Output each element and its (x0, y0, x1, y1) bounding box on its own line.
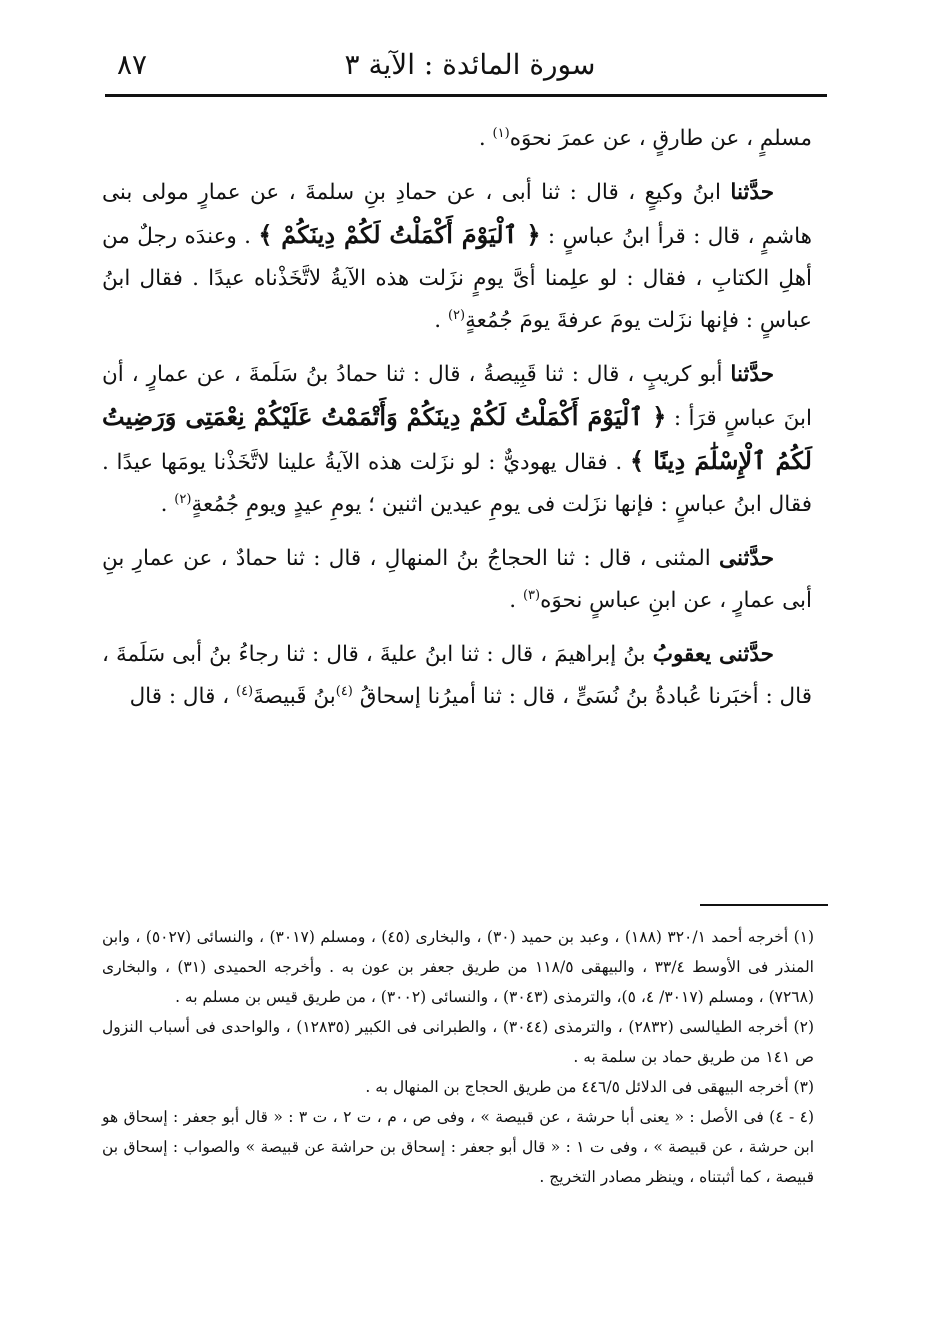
header-rule (105, 94, 827, 97)
footnote-marker: (٣) (522, 587, 541, 603)
footnote-marker: (٤) (335, 683, 353, 699)
narration-lead: حدَّثنى (719, 546, 774, 571)
footnote-marker: (٢) (174, 491, 192, 507)
quran-verse: ﴿ ٱلْيَوْمَ أَكْمَلْتُ لَكُمْ دِينَكُمْ ﴾ (258, 220, 541, 249)
running-title: سورة المائدة : الآية ٣ (344, 48, 596, 81)
page-number: ٨٧ (117, 48, 148, 81)
paragraph-text: . وعندَه رجلٌ من أهلِ الكتابِ ، فقال : لو علِمنا أىَّ يومٍ نزَلت هذه الآيةُ لاتَّخَذْناه عيدًا . فقال ابنُ عباسٍ : فإنها نزَلت يومَ عرفةَ يومَ جُمُعةٍ (102, 224, 812, 333)
paragraph-1 (102, 118, 812, 160)
paragraph-5 (102, 634, 812, 718)
paragraph-text: ابنُ وكيعٍ ، قال : ثنا أبى ، عن حمادِ بنِ سلمةَ ، عن عمارٍ مولى بنى هاشمٍ ، قال : قرأ ابنُ عباسٍ : (102, 180, 812, 249)
paragraph-text: . فقال يهوديٌّ : لو نزَلت هذه الآيةُ علينا لاتَّخَذْنا يومَها عيدًا . فقال ابنُ عباسٍ : فإنها نزَلت فى يومِ عيدين اثنين ؛ يومِ عيدٍ ويومِ جُمُعةٍ (102, 450, 812, 517)
quran-verse: ﴿ ٱلْيَوْمَ أَكْمَلْتُ لَكُمْ دِينَكُمْ وَأَتْمَمْتُ عَلَيْكُمْ نِعْمَتِى وَرَضِيتُ لَكُمُ ٱلْإِسْلَٰمَ دِينًا ﴾ (102, 402, 812, 475)
footnote-separator (700, 904, 828, 906)
paragraph-3 (102, 354, 812, 526)
paragraph-tail: . (478, 126, 493, 151)
paragraph-tail: ، قال : قال (129, 684, 236, 709)
paragraph-tail: . (434, 308, 448, 333)
paragraph-text: بنُ إبراهيمَ ، قال : ثنا ابنُ عليةَ ، قال : ثنا رجاءُ بنُ أبى سَلَمةَ ، قال : أخبَرنا عُبادةُ بنُ نُسَىٍّ ، قال : ثنا أميرُنا إسحاقُ (102, 642, 812, 709)
paragraph-text: بنُ قَبيصةَ (253, 684, 336, 709)
footnote-marker: (٤) (235, 683, 254, 699)
paragraph-text: مسلمٍ ، عن طارقٍ ، عن عمرَ نحوَه (509, 126, 812, 151)
footnote-marker: (١) (492, 125, 510, 141)
footnote-2: (٢) أخرجه الطيالسى (٢٨٣٢) ، والترمذى (٣٠٤٤) ، والطبرانى فى الكبير (١٢٨٣٥) ، والواحدى فى أسباب النزول ص ١٤١ من طريق حماد بن سلمة به . (102, 1018, 814, 1066)
footnote-4: (٤ - ٤) فى الأصل : « يعنى أبا حرشة ، عن قبيصة » ، وفى ص ، م ، ت ٢ ، ت ٣ : « قال أبو جعفر : إسحاق هو ابن حرشة ، عن قبيصة » ، وفى ت ١ : « قال أبو جعفر : إسحاق بن حراشة عن قبيصة » والصواب : إسحاق بن قبيصة ، كما أثبتناه ، وينظر مصادر التخريج . (102, 1108, 815, 1186)
paragraph-text: أبو كريبٍ ، قال : ثنا قَبِيصةُ ، قال : ثنا حمادُ بنُ سَلَمةَ ، عن عمارٍ ، أن ابنَ عباسٍ قرَأ : (102, 362, 813, 431)
footnote-1: (١) أخرجه أحمد ٣٢٠/١ (١٨٨) ، وعبد بن حميد (٣٠) ، والبخارى (٤٥) ، ومسلم (٣٠١٧) ، والنسائى (٥٠٢٧) ، وابن المنذر فى الأوسط ٣٣/٤ ، والبيهقى ١١٨/٥ من طريق جعفر بن عون به . وأخرجه الحميدى (٣١) ، والبخارى (٧٢٦٨) ، ومسلم (٣٠١٧/ ٤، ٥)، والترمذى (٣٠٤٣) ، والنسائى (٣٠٠٢) ، من طريق قيس بن مسلم به . (102, 928, 815, 1006)
paragraph-tail: . (509, 588, 523, 613)
paragraph-2 (102, 172, 812, 342)
paragraph-4 (102, 538, 812, 622)
footnotes (102, 922, 814, 1192)
page-header (105, 44, 827, 90)
footnote-marker: (٢) (447, 307, 466, 323)
narration-lead: حدَّثنا (730, 180, 774, 205)
narration-lead: حدَّثنى يعقوبُ (652, 642, 774, 667)
paragraph-tail: . (160, 492, 175, 517)
paragraph-text: المثنى ، قال : ثنا الحجاجُ بنُ المنهالِ ، قال : ثنا حمادٌ ، عن عمارِ بنِ أبى عمارٍ ، عن ابنِ عباسٍ نحوَه (102, 546, 812, 613)
main-text (102, 118, 812, 730)
footnote-3: (٣) أخرجه البيهقى فى الدلائل ٤٤٦/٥ من طريق الحجاج بن المنهال به . (365, 1078, 814, 1096)
narration-lead: حدَّثنا (730, 362, 774, 387)
